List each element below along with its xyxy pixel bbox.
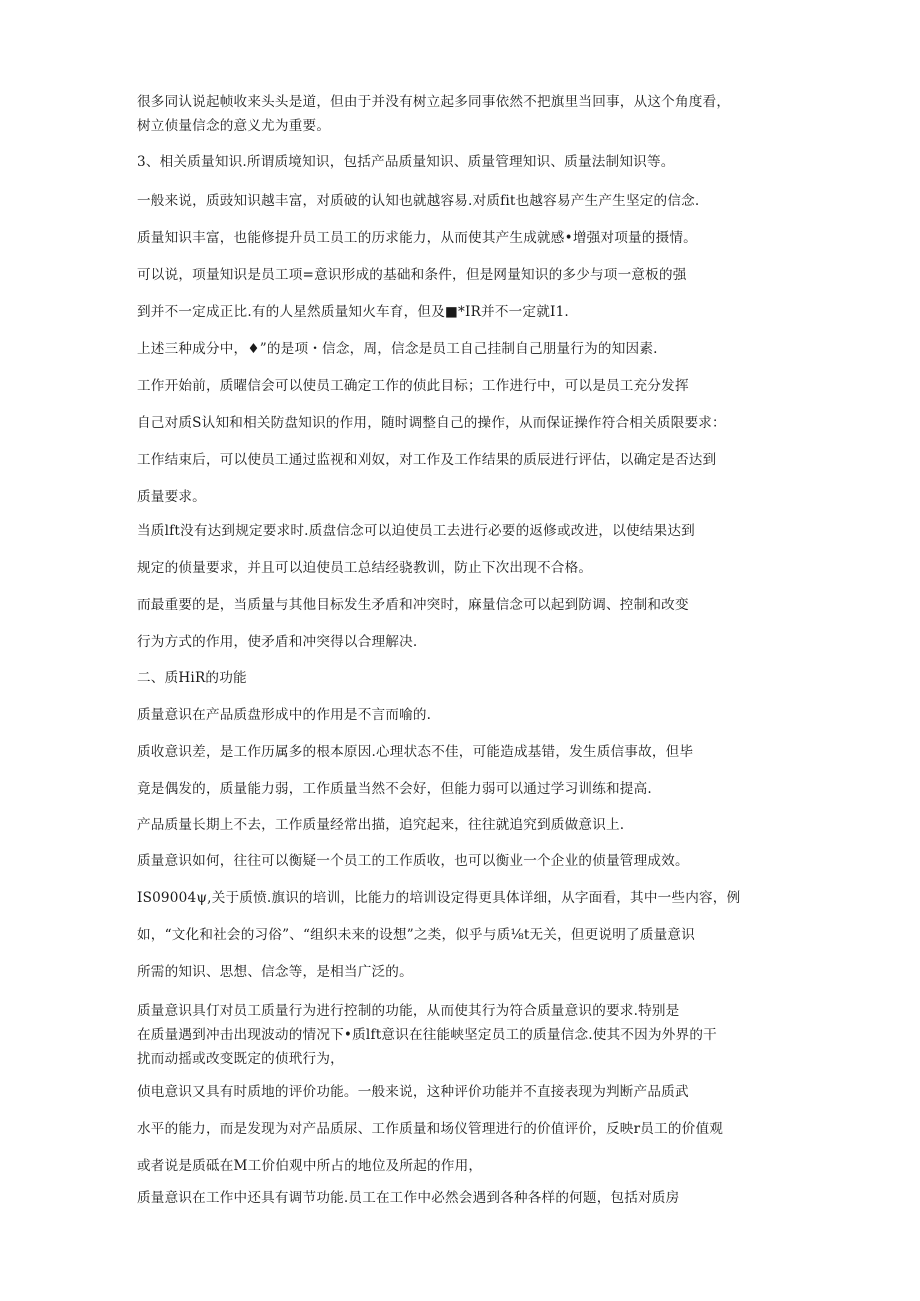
paragraph-11: 质收意识差，是工作历属多的根本原因.心理状态不佳，可能造成基错，发生质信事故，但毕 竟是偶发的，质量能力弱，工作质量当然不会好，但能力弱可以通过学习训练和提高. [137, 744, 694, 797]
paragraph-4: 可以说，项量知识是员工项=意识形成的基础和条件，但是网量知识的多少与项一意板的强 到并不一定成正比.有的人星然质量知火车育，但及■*IR并不一定就I1. [137, 267, 687, 320]
paragraph-13: 质量意识如何，往往可以衡疑一个员工的工作质收，也可以衡业一个企业的侦量管理成效。 IS09004ψ,关于质愤.旗识的培训，比能力的培训设定得更具体详细，从字面看，其中一些内容，例 如，“文化和社会的习俗”、“组织未来的设想”之类，似乎与质⅛t无关，但更说明了质量意识 所需的知识、思想、信念等，是相当广泛的。 [137, 853, 741, 980]
paragraph-5: 上述三种成分中，♦”的是项・信念，周，信念是员工自己挂制自己朋量行为的知因素. [137, 341, 658, 357]
paragraph-14: 质量意识具仃对员工质量行为进行控制的功能，从而使其行为符合质量意识的要求.特别是 在质量遇到冲击出现波动的情况下•质lft意识在往能峡坚定员工的质量信念.使其不因为外界的干 扰而动摇或改变既定的侦玳行为， [137, 1003, 717, 1067]
paragraph-3: 一般来说，质豉知识越丰富，对质破的认知也就越容易.对质fit也越容易产生产生坚定的信念. 质量知识丰富，也能修提升员工员工的历求能力，从而使其产生成就感•增强对项量的摄情。 [137, 193, 700, 246]
section-heading-2: 二、质HiR的功能 [137, 670, 247, 686]
paragraph-1: 很多同认说起帧收来头头是道，但由于并没有树立起多同事依然不把旗里当回事，从这个角度看， 树立侦量信念的意义尤为重要。 [137, 94, 731, 134]
paragraph-2: 3、相关质量知识.所谓质境知识，包括产品质量知识、质量管理知识、质量法制知识等。 [137, 154, 675, 170]
paragraph-6: 工作开始前，质曜信会可以使员工确定工作的侦此目标；工作进行中，可以是员工充分发挥 自己对质S认知和相关防盘知识的作用，随时调整自己的操作，从而保证操作符合相关质限要求： 工作结束后，可以使员工通过监视和刈奴，对工作及工作结果的质辰进行评估，以确定是否达到 质量要求。 [137, 378, 726, 505]
paragraph-15: 侦电意识又具有时质地的评价功能。一般来说，这种评价功能并不直接表现为判断产品质武 水平的能力，而是发现为对产品质尿、工作质量和场仪管理进行的价值评价，反映r员工的价值观 或者说是质砥在M工价伯观中所占的地位及所起的作用， [137, 1084, 724, 1174]
paragraph-12: 产品质量长期上不去，工作质量经常出描，追究起来，往往就追究到质做意识上. [137, 817, 625, 833]
paragraph-8: 而最重要的是，当质量与其他目标发生矛盾和冲突时，麻量信念可以起到防调、控制和改变 行为方式的作用，使矛盾和冲突得以合理解决. [137, 597, 689, 650]
paragraph-16: 质量意识在工作中还具有调节功能.员工在工作中必然会遇到各种各样的何题，包括对质房 [137, 1190, 680, 1206]
paragraph-10: 质量意识在产品质盘形成中的作用是不言而喻的. [137, 707, 432, 723]
paragraph-7: 当质lft没有达到规定要求时.质盘信念可以迫使员工去进行必要的返修或改进，以使结果达到 规定的侦量要求，并且可以迫使员工总结经骁教训，防止下次出现不合格。 [137, 523, 695, 576]
